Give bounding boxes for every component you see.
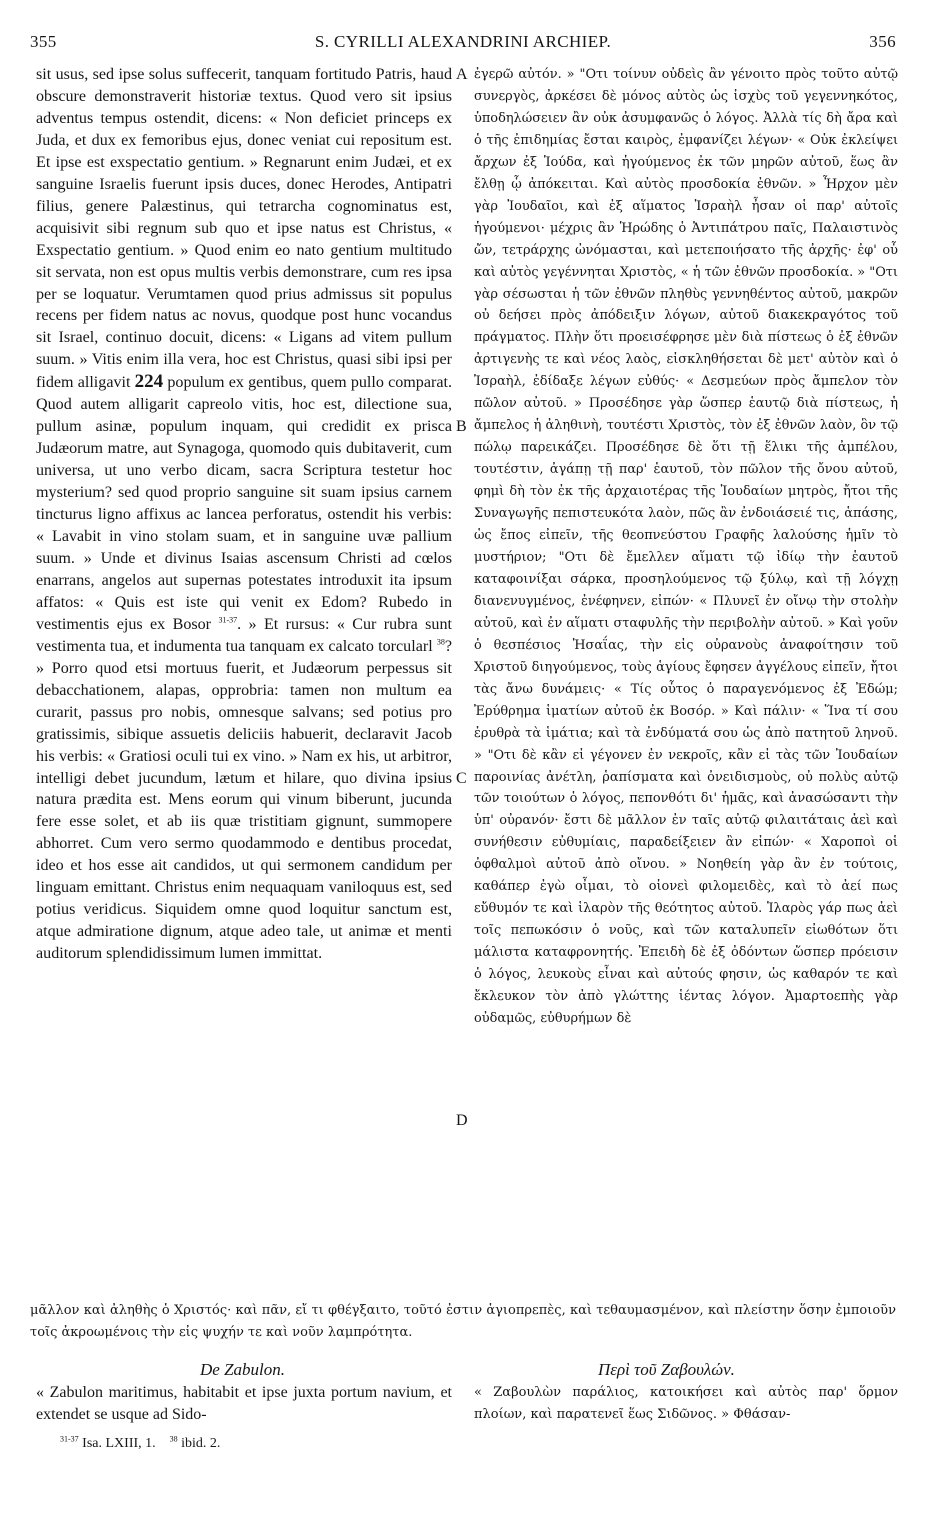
footnote-marker: 38 xyxy=(169,1434,178,1444)
latin-text: sit usus, sed ipse solus suffecerit, tanquam fortitudo Patris, haud obscure demonstraverit historiæ textus. Quod vero sit ipsius adventus tempus ostendit, dicens: « Non deficiet princeps ex Juda, et dux ex femoribus ejus, donec veniat cui repositum est. Et ipse est exspectatio gentium. » Regnarunt enim Judæi, et ex sanguine Israelis fuerunt ipsis duces, donec Herodes, Antipatri filius, genere Palæstinus, qui tetrarcha cognominatus est, acquisivit sibi regnum sub quo et ipse natus est Christus, « Exspectatio gentium. » Quod enim eo nato gentium multitudo sit servata, non est opus multis verbis demonstrare, cum res ipsa per se loquatur. Verumtamen quod prius admissus sit populus recens per fidem natus ac novus, quodque post hunc vocandus sit Israel, continuo docuit, dicens: « Ligans ad vitem pullum suum. » Vitis enim illa vera, hoc est Christus, quasi sibi ipsi per fidem alligavit xyxy=(36,66,452,392)
latin-text: ? » Porro quod etsi mortuus fuerit, et Judæorum perpessus sit debacchationem, alapas, opprobria: tamen non multum ea curarit, passus pro nobis, omnesque salvans; sed potius pro gratissimis, sibique assuetis deliciis habuerit, declaravit Jacob his verbis: « Gratiosi oculi tui ex vino. » Nam ex his, ut arbitror, intelligi debet jucundum, lætum et hilare, quo divina ipsius natura prædita est. Mens eorum qui vinum biberunt, jucunda fere esse solet, et ab iis quæ tristitiam gignunt, summopere abhorret. Cum vero sermo quodammodo e dentibus procedat, ideo et hos esse ait candidos, ut qui sermonem candidum per linguam emittant. Christus enim nequaquam vaniloquus est, sed potius veridicus. Siquidem omne quod loquitur sanctum est, atque admiratione dignum, atque adeo tale, ut animæ et menti auditorum splendidissimum lumen immittat. xyxy=(36,637,452,963)
section-heading-latin: De Zabulon. xyxy=(200,1360,285,1379)
page-number-right: 356 xyxy=(869,32,896,51)
footnote-ref: 31-37 xyxy=(218,615,238,625)
footnote-ref: 38 xyxy=(436,637,445,647)
page-number-left: 355 xyxy=(30,32,57,51)
greek-paragraph: ἐγερῶ αὐτόν. » "Οτι τοίνυν οὐδεὶς ἂν γένοιτο πρὸς τοῦτο αὐτῷ συνεργὸς, ἀρκέσει δὲ μόνος αὐτὸς ὡς ἰσχὺς τοῦ γεγεννηκότος, ὑποδηλώσειεν ἂν οὐκ ἀσυμφανῶς ὁ λόγος. Ἀλλὰ τίς δὴ ἄρα καὶ ὁ τῆς ἐπιδημίας ἔσται καιρὸς, ἐμφανίζει λέγων· « Οὐκ ἐκλείψει ἄρχων ἐξ Ἰούδα, καὶ ἡγούμενος ἐκ τῶν μηρῶν αὐτοῦ, ἕως ἂν ἔλθῃ ᾧ ἀπόκειται. Καὶ αὐτὸς προσδοκία ἐθνῶν. » Ἦρχον μὲν γὰρ Ἰουδαῖοι, καὶ ἐξ αἵματος Ἰσραὴλ ἦσαν οἱ παρ' αὐτοῖς ἡγούμενοι· μέχρις ἂν Ἡρώδης ὁ Ἀντιπάτρου παῖς, Παλαιστινὸς ὤν, τετράρχης ὠνόμασται, καὶ μετεποιήσατο τῆς ἀρχῆς· ἐφ' οὗ καὶ αὐτὸς γεγέννηται Χριστὸς, « ἡ τῶν ἐθνῶν προσδοκία. » "Οτι γὰρ σέσωσται ἡ τῶν ἐθνῶν πληθὺς γεννηθέντος αὐτοῦ, μακρῶν οὐ δεήσει πρὸς ἀπόδειξιν λόγων, αὐτοῦ διακεκραγότος τοῦ πράγματος. Πλὴν ὅτι προεισέφρησε μὲν διὰ πίστεως ὁ ἐξ ἐθνῶν ἀρτιγενὴς τε καὶ νέος λαὸς, εἰσκληθήσεται δὲ μετ' αὐτὸν καὶ ὁ Ἰσραὴλ, ἐδίδαξε λέγων εὐθύς· « Δεσμεύων πρὸς ἄμπελον τὸν πῶλον αὐτοῦ. » Προσέδησε γὰρ ὥσπερ ἑαυτῷ διὰ πίστεως, ἡ ἄμπελος ἡ ἀληθινὴ, τουτέστι Χριστὸς, τὸν ἐξ ἐθνῶν λαὸν, ὃν τῷ πώλῳ παρεικάζει. Προσέδησε δὲ ὅτι τῇ ἕλικι τῆς ἀμπέλου, τουτέστιν, ἀγάπῃ τῇ παρ' ἑαυτοῦ, τὸν πῶλον τῆς ὄνου αὐτοῦ, φημὶ δὴ τὸν ἐκ τῆς ἀρχαιοτέρας τῆς Ἰουδαίων μητρὸς, ἤτοι τῆς Συναγωγῆς πεπιστευκότα λαὸν, πῶς ἂν ἐνδοιάσειέ τις, ἁπάσης, ὡς ἔπος εἰπεῖν, τῆς θεοπνεύστου Γραφῆς λαλούσης ἡμῖν τὸ μυστήριον; "Οτι δὲ ἔμελλεν αἵματι τῷ ἰδίῳ τὴν ἑαυτοῦ καταφοινίξαι σάρκα, προσηλούμενος τῷ ξύλῳ, καὶ τῇ λόγχῃ διανενυγμένος, ἐνέφηνεν, εἰπών· « Πλυνεῖ ἐν οἴνῳ τὴν στολὴν αὐτοῦ, καὶ ἐν αἵματι σταφυλῆς τὴν περιβολὴν αὐτοῦ. » Καὶ γοῦν ὁ θεσπέσιος Ἡσαΐας, τὴν εἰς οὐρανοὺς ἀναφοίτησιν τοῦ Χριστοῦ διηγούμενος, τοὺς ἁγίους ἔφησεν ἀγγέλους εἰπεῖν, ἤτοι τὰς ἄνω δυνάμεις· « Τίς οὗτος ὁ παραγενόμενος ἐξ Ἐδώμ; Ἐρύθρημα ἱματίων αὐτοῦ ἐκ Βοσόρ. » Καὶ πάλιν· « Ἵνα τί σου ἐρυθρὰ τὰ ἱμάτια; καὶ τὰ ἐνδύματά σου ὡς ἀπὸ πατητοῦ ληνοῦ. » "Οτι δὲ κἂν εἰ γέγονεν ἐν νεκροῖς, κἂν εἰ τὰς τῶν Ἰουδαίων παροινίας ἀνέτλη, ῥαπίσματα καὶ ὀνειδισμοὺς, οὐ πολὺς αὐτῷ τῶν τοιούτων ὁ λόγος, πεπονθότι δι' ἡμᾶς, καὶ ἀνασώσαντι τὴν ὑπ' οὐρανόν· ἔστι δὲ μᾶλλον ἐν ταῖς αὐτῷ φιλαιτάταις ἀεὶ καὶ συνήθεσιν εὐθυμίαις, παραδείξειεν ἂν εἰπών· « Χαροποὶ οἱ ὀφθαλμοὶ αὐτοῦ ἀπὸ οἴνου. » Νοηθείη γὰρ ἂν ἐν τούτοις, καθάπερ ἐγὼ οἶμαι, τὸ οἱονεὶ φιλομειδὲς, καὶ τὸ ἀεί πως εὔθυμόν τε καὶ ἱλαρὸν τῆς θεότητος αὐτοῦ. Ἱλαρὸς γάρ πως ἀεὶ τοῖς πεπωκόσιν ὁ νοῦς, καὶ τῶν καταλυπεῖν εἰωθότων ὅτι μάλιστα καταφρονητής. Ἐπειδὴ δὲ ἐξ ὀδόντων ὥσπερ πρόεισιν ὁ λόγος, λευκοὺς εἶναι καὶ αὐτούς φησιν, ὡς καθαρόν τε καὶ ἔκλευκον τὸν ἀπὸ γλώττης ἱέντας λόγον. Ἀμαρτοεπὴς γὰρ οὐδαμῶς, εὐθυρήμων δὲ xyxy=(474,67,898,1026)
footnote-text: ibid. 2. xyxy=(181,1436,221,1451)
margin-marker-d: D xyxy=(456,1112,468,1129)
footnote-text: Isa. LXIII, 1. xyxy=(82,1436,156,1451)
latin-text: populum ex gentibus, quem pullo comparat. Quod autem alligarit capreolo vitis, hoc est, dilectione sua, pullum asinæ, populum inquam, qui credidit ex prisca Judæorum matre, aut Synagoga, quomodo quis dubitaverit, cum universa, ut uno verbo dicam, sacra Scriptura testetur hoc mysterium? sed quod proprio sanguine sit suam ipsius carnem tincturus ligno affixus ac lancea perforatus, ostendit his verbis: « Lavabit in vino stolam suam, et in sanguine uvæ pallium suum. » Unde et divinus Isaias ascensum Christi ad cœlos enarrans, angelos aut supernas potestates introduxit ita ipsum affatos: « Quis est iste qui venit ex Edom? Rubedo in vestimentis ejus ex Bosor xyxy=(36,374,452,633)
section-heading-greek: Περὶ τοῦ Ζαβουλών. xyxy=(598,1360,735,1379)
margin-page-number: 224 xyxy=(134,371,164,393)
section-body-greek: « Ζαβουλὼν παράλιος, κατοικήσει καὶ αὐτὸς παρ' ὅρμον πλοίων, καὶ παρατενεῖ ἕως Σιδῶνος. » Φθάσαν- xyxy=(474,1385,898,1422)
margin-marker-b: B xyxy=(456,418,467,435)
section-body-latin: « Zabulon maritimus, habitabit et ipse juxta portum navium, et extendet se usque ad Sido- xyxy=(36,1384,452,1423)
running-title: S. CYRILLI ALEXANDRINI ARCHIEP. xyxy=(314,32,612,51)
greek-column xyxy=(474,64,898,1412)
latin-paragraph xyxy=(36,64,452,965)
greek-full-width-paragraph: μᾶλλον καὶ ἀληθὴς ὁ Χριστός· καὶ πᾶν, εἴ τι φθέγξαιτο, τοῦτό ἐστιν ἁγιοπρεπὲς, καὶ τεθαυμασμένον, καὶ πλείστην ὅσην ἐμποιοῦν τοῖς ἀκροωμένοις τὴν εἰς ψυχήν τε καὶ νοῦν λαμπρότητα. xyxy=(30,1303,896,1340)
latin-text: . » Et rursus: « Cur rubra sunt vestimenta tua, et indumenta tua tanquam ex calcato torcularl xyxy=(36,615,452,655)
margin-marker-a: A xyxy=(456,66,468,83)
margin-marker-c: C xyxy=(456,770,467,787)
footnotes xyxy=(60,1436,560,1452)
running-header xyxy=(30,32,896,60)
latin-column xyxy=(36,64,452,1356)
footnote-marker: 31-37 xyxy=(60,1434,79,1444)
greek-full-width-text xyxy=(30,1300,896,1344)
